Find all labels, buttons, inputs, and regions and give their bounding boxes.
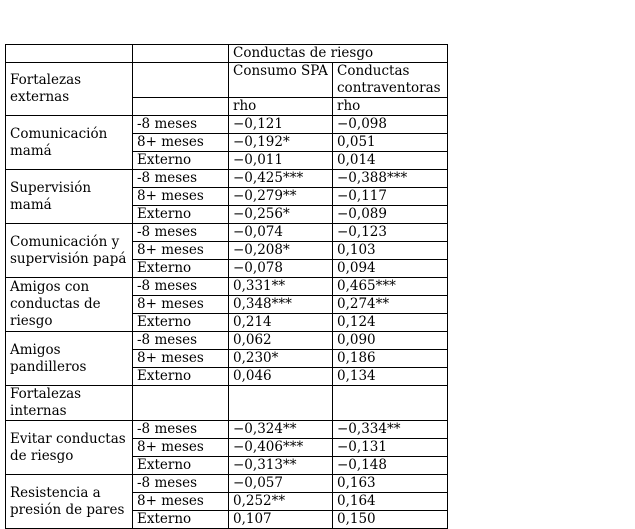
column-header-consumo: Consumo SPA xyxy=(229,63,333,98)
empty-cell xyxy=(333,386,448,421)
value-consumo-cell: −0,324** xyxy=(229,421,333,439)
period-cell: 8+ meses xyxy=(133,134,229,152)
value-consumo-cell: 0,062 xyxy=(229,332,333,350)
period-cell: 8+ meses xyxy=(133,242,229,260)
period-cell: Externo xyxy=(133,368,229,386)
stat-label-b: rho xyxy=(333,98,448,116)
column-header-conductas: Conductas contraventoras xyxy=(333,63,448,98)
table-row xyxy=(6,170,448,188)
variable-label: Resistencia a presión de pares xyxy=(6,475,133,529)
value-conductas-cell: 0,274** xyxy=(333,296,448,314)
value-consumo-cell: −0,074 xyxy=(229,224,333,242)
correlation-table xyxy=(5,44,448,529)
table-body xyxy=(6,45,448,529)
value-conductas-cell: −0,089 xyxy=(333,206,448,224)
group-header: Conductas de riesgo xyxy=(229,45,448,63)
value-consumo-cell: −0,279** xyxy=(229,188,333,206)
value-conductas-cell: −0,388*** xyxy=(333,170,448,188)
value-conductas-cell: 0,094 xyxy=(333,260,448,278)
variable-label: Comunicación mamá xyxy=(6,116,133,170)
variable-label: Evitar conductas de riesgo xyxy=(6,421,133,475)
value-conductas-cell: −0,148 xyxy=(333,457,448,475)
value-conductas-cell: −0,098 xyxy=(333,116,448,134)
value-consumo-cell: 0,252** xyxy=(229,493,333,511)
empty-cell xyxy=(229,386,333,421)
value-consumo-cell: −0,256* xyxy=(229,206,333,224)
value-consumo-cell: −0,011 xyxy=(229,152,333,170)
value-conductas-cell: −0,123 xyxy=(333,224,448,242)
period-cell: -8 meses xyxy=(133,116,229,134)
value-conductas-cell: 0,186 xyxy=(333,350,448,368)
value-conductas-cell: 0,150 xyxy=(333,511,448,529)
empty-cell xyxy=(133,386,229,421)
header-row-mid xyxy=(6,63,448,98)
variable-label: Amigos pandilleros xyxy=(6,332,133,386)
variable-label: Supervisión mamá xyxy=(6,170,133,224)
period-cell: -8 meses xyxy=(133,475,229,493)
value-conductas-cell: 0,090 xyxy=(333,332,448,350)
period-cell: Externo xyxy=(133,260,229,278)
value-consumo-cell: −0,192* xyxy=(229,134,333,152)
section-header: Fortalezas externas xyxy=(6,63,133,116)
value-conductas-cell: 0,164 xyxy=(333,493,448,511)
period-cell: 8+ meses xyxy=(133,493,229,511)
period-cell: -8 meses xyxy=(133,170,229,188)
table-row xyxy=(6,332,448,350)
period-cell: Externo xyxy=(133,206,229,224)
value-consumo-cell: 0,331** xyxy=(229,278,333,296)
period-cell: 8+ meses xyxy=(133,188,229,206)
table-row xyxy=(6,116,448,134)
period-cell: -8 meses xyxy=(133,421,229,439)
period-cell: -8 meses xyxy=(133,224,229,242)
value-consumo-cell: −0,078 xyxy=(229,260,333,278)
value-consumo-cell: 0,046 xyxy=(229,368,333,386)
period-cell: 8+ meses xyxy=(133,439,229,457)
value-consumo-cell: −0,425*** xyxy=(229,170,333,188)
period-cell: -8 meses xyxy=(133,332,229,350)
value-consumo-cell: 0,214 xyxy=(229,314,333,332)
value-conductas-cell: 0,465*** xyxy=(333,278,448,296)
value-conductas-cell: −0,334** xyxy=(333,421,448,439)
table-row xyxy=(6,224,448,242)
period-cell: -8 meses xyxy=(133,278,229,296)
header-row-top xyxy=(6,45,448,63)
empty-cell xyxy=(6,45,133,63)
subsection-header-row xyxy=(6,386,448,421)
empty-cell xyxy=(133,98,229,116)
value-conductas-cell: 0,163 xyxy=(333,475,448,493)
empty-cell xyxy=(133,45,229,63)
period-cell: 8+ meses xyxy=(133,350,229,368)
value-conductas-cell: 0,103 xyxy=(333,242,448,260)
period-cell: Externo xyxy=(133,511,229,529)
period-cell: Externo xyxy=(133,314,229,332)
value-consumo-cell: 0,348*** xyxy=(229,296,333,314)
table-row xyxy=(6,475,448,493)
value-conductas-cell: 0,051 xyxy=(333,134,448,152)
empty-cell xyxy=(133,63,229,98)
period-cell: 8+ meses xyxy=(133,296,229,314)
period-cell: Externo xyxy=(133,152,229,170)
table-row xyxy=(6,278,448,296)
stat-label-a: rho xyxy=(229,98,333,116)
period-cell: Externo xyxy=(133,457,229,475)
value-consumo-cell: −0,057 xyxy=(229,475,333,493)
value-conductas-cell: −0,117 xyxy=(333,188,448,206)
value-consumo-cell: 0,107 xyxy=(229,511,333,529)
subsection-label: Fortalezas internas xyxy=(6,386,133,421)
value-consumo-cell: 0,230* xyxy=(229,350,333,368)
table-row xyxy=(6,421,448,439)
variable-label: Comunicación y supervisión papá xyxy=(6,224,133,278)
value-consumo-cell: −0,313** xyxy=(229,457,333,475)
value-consumo-cell: −0,121 xyxy=(229,116,333,134)
value-conductas-cell: 0,124 xyxy=(333,314,448,332)
value-consumo-cell: −0,208* xyxy=(229,242,333,260)
value-conductas-cell: −0,131 xyxy=(333,439,448,457)
value-conductas-cell: 0,134 xyxy=(333,368,448,386)
value-consumo-cell: −0,406*** xyxy=(229,439,333,457)
value-conductas-cell: 0,014 xyxy=(333,152,448,170)
variable-label: Amigos con conductas de riesgo xyxy=(6,278,133,332)
